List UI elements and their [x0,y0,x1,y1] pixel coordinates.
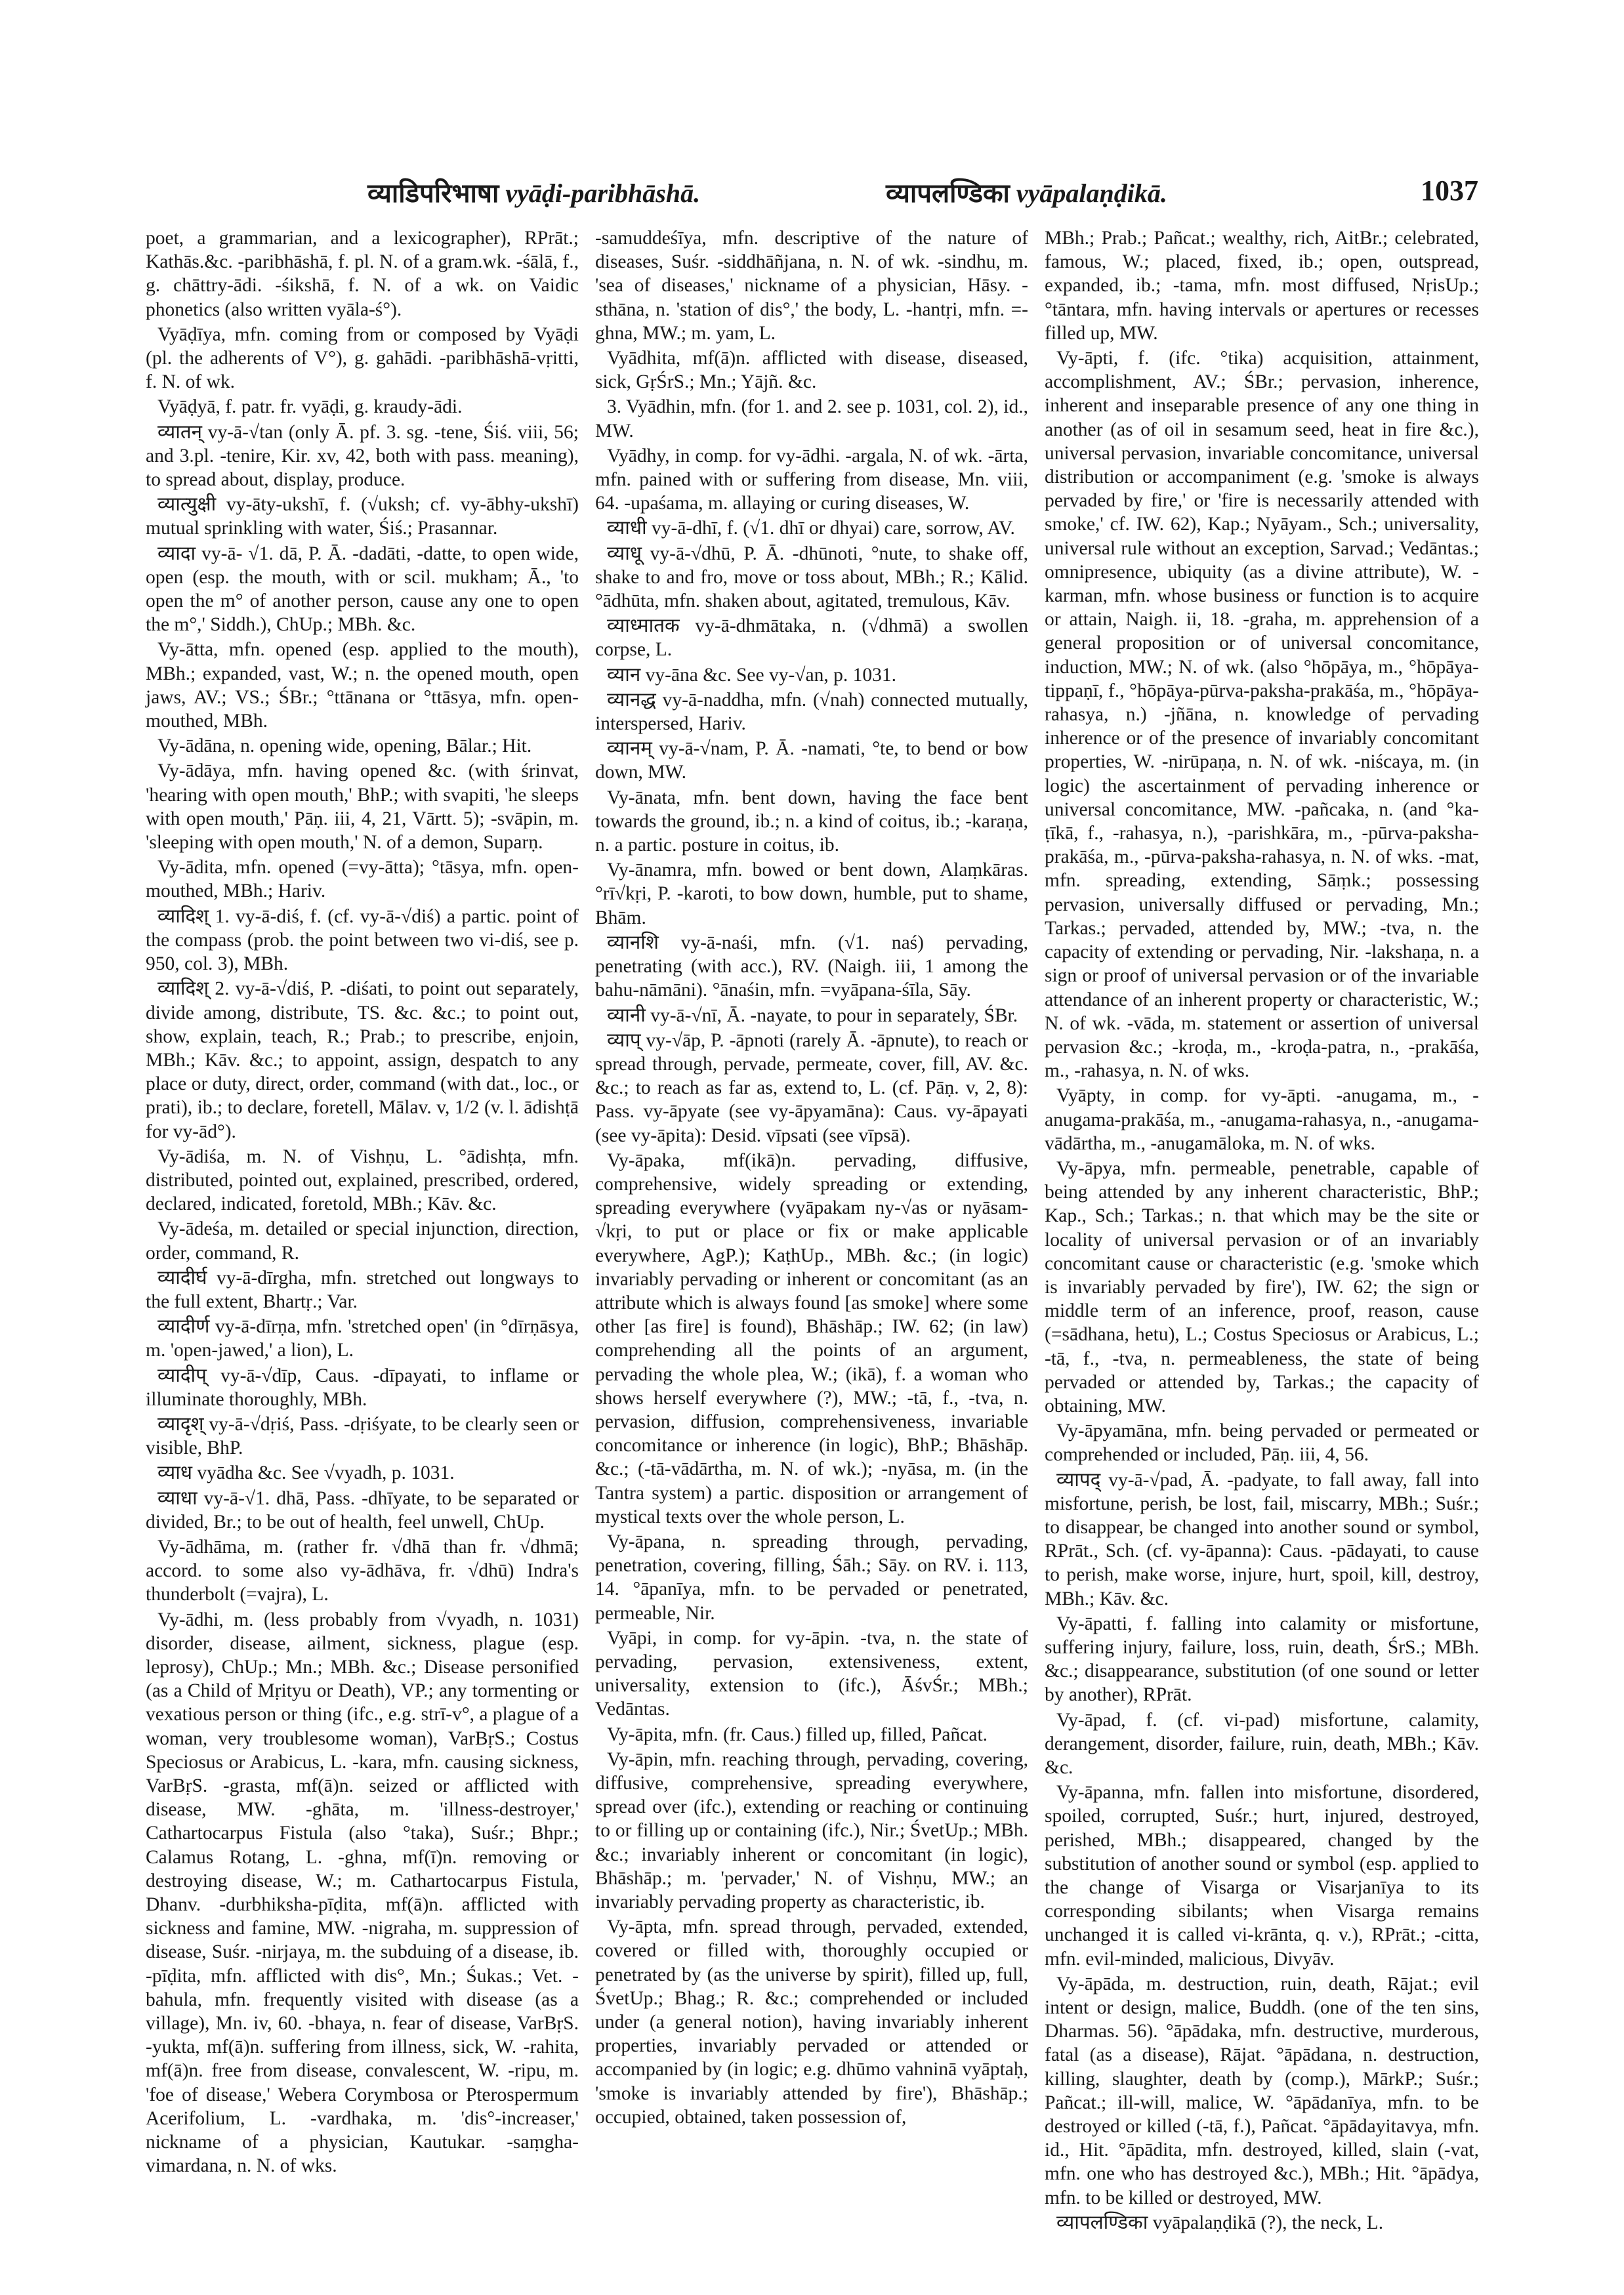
running-head-left [367,174,700,226]
column-2 [595,226,1028,2195]
dictionary-entry: व्याध vyādha &c. See √vyadh, p. 1031. [157,1462,455,1484]
dictionary-entry: Vy-ādhāma, m. (rather fr. √dhā than fr. √dhmā; accord. to some also vy-ādhāva, fr. √dhū) Indra's thunderbolt (=vajra), L. [146,1536,579,1605]
running-head-center-devanagari: व्यापलण्डिका [886,178,1010,208]
dictionary-entry: Vy-āpta, mfn. spread through, pervaded, extended, covered or filled with, thoroughly occupied or penetrated by (as the universe by spirit), filled up, full, ŚvetUp.; Bhag.; R. &c.; comprehended or included under (a general notion), having invariably inherent properties, invariably pervaded or attended or accompanied by (in logic; e.g. dhūmo vahninā vyāptaḥ, 'smoke is invariably attended by fire'), Bhāshāp.; occupied, obtained, taken possession of, [595,1916,1028,2128]
dictionary-entry: व्याधी vy-ā-dhī, f. (√1. dhī or dhyai) care, sorrow, AV. [607,518,1015,539]
dictionary-entry: Vy-āpanna, mfn. fallen into misfortune, disordered, spoiled, corrupted, Suśr.; hurt, injured, destroyed, perished, MBh.; disappeared, changed by the substitution of another sound or symbol (esp. applied to the change of Visarga or Visarjanīya to its corresponding sibilants; when Visarga remains unchanged it is called vi-krānta, q. v.), RPrāt.; -citta, mfn. evil-minded, malicious, Divyāv. [1045,1782,1479,1970]
dictionary-entry: Vy-ādāya, mfn. having opened &c. (with śrinvat, 'hearing with open mouth,' BhP.; with svapiti, 'he sleeps with open mouth,' Pāṇ. iii, 4, 21, Vārtt. 5); -svāpin, m. 'sleeping with open mouth,' N. of a demon, Suparṇ. [146,760,579,854]
dictionary-entry: व्यानद्ध vy-ā-naddha, mfn. (√nah) connected mutually, interspersed, Hariv. [595,689,1028,735]
dictionary-entry: व्यात्युक्षी vy-āty-ukshī, f. (√uksh; cf. vy-ābhy-ukshī) mutual sprinkling with water, Śiś.; Prasannar. [146,494,579,539]
dictionary-entry: Vy-āpaka, mf(ikā)n. pervading, diffusive, comprehensive, widely spreading or extending, spreading everywhere (vyāpakam ny-√as or nyāsam-√kṛi, to put or place or fix or make applicable everywhere, AgP.); KaṭhUp., MBh. &c.; (in logic) invariably pervading or inherent or concomitant (as an attribute which is always found [as smoke] where some other [as fire] is found), Bhāshāp.; IW. 62; (in law) comprehending all the points of an argument, pervading the whole plea, W.; (ikā), f. a woman who shows herself everywhere (?), MW.; -tā, f., -tva, n. pervasion, diffusion, comprehensiveness, invariable concomitance or inherence (in logic), BhP.; Bhāshāp. &c.; (-tā-vādārtha, m. N. of wk.); -nyāsa, m. (in the Tantra system) a partic. disposition or arrangement of mystical texts over the whole person, L. [595,1149,1028,1527]
dictionary-entry: व्यानी vy-ā-√nī, Ā. -nayate, to pour in separately, ŚBr. [607,1004,1018,1026]
dictionary-entry: व्यादीर्घ vy-ā-dīrgha, mfn. stretched out longways to the full extent, Bhartṛ.; Var. [146,1267,579,1312]
dictionary-entry: Vy-ānamra, mfn. bowed or bent down, Alaṃkāras. °rī√kṛi, P. -karoti, to bow down, humble, put to shame, Bhām. [595,859,1028,928]
dictionary-entry: व्यानशि vy-ā-naśi, mfn. (√1. naś) pervading, penetrating (with acc.), RV. (Naigh. iii, 1 among the bahu-nāmāni). °ānaśin, mfn. =vyāpana-śīla, Sāy. [595,932,1028,1001]
dictionary-entry: Vy-āpin, mfn. reaching through, pervading, covering, diffusive, comprehensive, spreading everywhere, spread over (ifc.), extending or reaching or continuing to or filling up or containing (ifc.), Nir.; ŚvetUp.; MBh. &c.; invariably inherent or concomitant (in logic), Bhāshāp.; m. 'pervader,' N. of Vishṇu, MW.; an invariably pervading property as characteristic, ib. [595,1748,1028,1913]
dictionary-entry: Vy-āpatti, f. falling into calamity or misfortune, suffering injury, failure, loss, ruin, death, ŚrS.; MBh. &c.; disappearance, substitution (of one sound or letter by another), RPrāt. [1045,1613,1479,1706]
dictionary-entry: Vy-ātta, mfn. opened (esp. applied to the mouth), MBh.; expanded, vast, W.; n. the opened mouth, open jaws, AV.; VS.; ŚBr.; °ttānana or °ttāsya, mfn. open-mouthed, MBh. [146,639,579,732]
column-3 [1045,226,1479,2233]
dictionary-entry: Vy-āpita, mfn. (fr. Caus.) filled up, filled, Pañcat. [607,1724,988,1745]
dictionary-entry: Vy-ādiśa, m. N. of Vishṇu, L. °ādishṭa, mfn. distributed, pointed out, explained, prescribed, ordered, declared, indicated, foretold, MBh.; Kāv. &c. [146,1146,579,1215]
dictionary-entry: Vy-āpyamāna, mfn. being pervaded or permeated or comprehended or included, Pāṇ. iii, 4, 56. [1045,1420,1479,1466]
dictionary-entry: 3. Vyādhin, mfn. (for 1. and 2. see p. 1031, col. 2), id., MW. [595,396,1028,442]
running-head-center-roman: vyāpalaṇḍikā. [1016,178,1167,208]
dictionary-entry: Vy-ādita, mfn. opened (=vy-ātta); °tāsya, mfn. open-mouthed, MBh.; Hariv. [146,857,579,902]
column-1 [146,226,579,2195]
dictionary-entry: व्याधा vy-ā-√1. dhā, Pass. -dhīyate, to be separated or divided, Br.; to be out of health, feel unwell, ChUp. [146,1487,579,1533]
running-head-center [886,174,1167,226]
dictionary-entry: व्यानम् vy-ā-√nam, P. Ā. -namati, °te, to bend or bow down, MW. [595,738,1028,783]
dictionary-entry: व्यादा vy-ā- √1. dā, P. Ā. -dadāti, -datte, to open wide, open (esp. the mouth, with or scil. mukham; Ā., 'to open the m° of another person, cause any one to open the m°,' Siddh.), ChUp.; MBh. &c. [146,543,579,636]
dictionary-entry: व्यादीर्ण vy-ā-dīrṇa, mfn. 'stretched open' (in °dīrṇāsya, m. 'open-jawed,' a lion), L. [146,1316,579,1361]
dictionary-entry: व्याध्मातक vy-ā-dhmātaka, n. (√dhmā) a swollen corpse, L. [595,615,1028,661]
dictionary-entry: Vy-ānata, mfn. bent down, having the face bent towards the ground, ib.; n. a kind of coitus, ib.; -karaṇa, n. a partic. posture in coitus, ib. [595,787,1028,856]
dictionary-entry: Vyāpty, in comp. for vy-āpti. -anugama, m., -anugama-prakāśa, m., -anugama-rahasya, n., -anugama-vādārtha, m., -anugamāloka, m. N. of wks. [1045,1085,1479,1154]
dictionary-entry: व्यापलण्डिका vyāpalaṇḍikā (?), the neck, L. [1056,2212,1384,2233]
dictionary-entry: व्यादीप् vy-ā-√dīp, Caus. -dīpayati, to inflame or illuminate thoroughly, MBh. [146,1365,579,1410]
dictionary-entry: Vyādhita, mf(ā)n. afflicted with disease, diseased, sick, GṛŚrS.; Mn.; Yājñ. &c. [595,348,1028,393]
dictionary-entry: poet, a grammarian, and a lexicographer), RPrāt.; Kathās.&c. -paribhāshā, f. pl. N. of a gram.wk. -śālā, f., g. chāttry-ādi. -śikshā, f. N. of a wk. on Vaidic phonetics (also written vyāla-ś°). [146,228,579,320]
dictionary-entry: व्यादृश् vy-ā-√dṛiś, Pass. -dṛiśyate, to be clearly seen or visible, BhP. [146,1413,579,1459]
dictionary-entry: Vyāḍīya, mfn. coming from or composed by Vyāḍi (pl. the adherents of V°), g. gahādi. -paribhāshā-vṛitti, f. N. of wk. [146,323,579,393]
dictionary-entry: Vyāpi, in comp. for vy-āpin. -tva, n. the state of pervading, pervasion, extensiveness, extent, universality, extension to (ifc.), ĀśvŚr.; MBh.; Vedāntas. [595,1627,1028,1720]
dictionary-entry: व्यादिश् 2. vy-ā-√diś, P. -diśati, to point out separately, divide among, distribute, TS. &c. &c.; to point out, show, explain, teach, R.; Prab.; to prescribe, enjoin, MBh.; Kāv. &c.; to appoint, assign, despatch to any place or duty, direct, order, command (with dat., loc., or prati), ib.; to declare, foretell, Mālav. v, 1/2 (v. l. ādishṭā for vy-ād°). [146,978,579,1142]
dictionary-entry: Vy-ādhi, m. (less probably from √vyadh, n. 1031) disorder, disease, ailment, sickness, plague (esp. leprosy), ChUp.; Mn.; MBh. &c.; Disease personified (as a Child of Mṛityu or Death), VP.; any tormenting or vexatious person or thing (ifc., e.g. strī-v°, a plague of a woman, very troublesome woman), VarBṛS.; Costus Speciosus or Arabicus, L. -kara, mfn. causing sickness, VarBṛS. -grasta, mf(ā)n. seized or afflicted with disease, MW. -ghāta, m. 'illness-destroyer,' Cathartocarpus Fistula (also °taka), Suśr.; Bhpr.; Calamus Rotang, L. -ghna, mf(ī)n. removing or destroying disease, W.; m. Cathartocarpus Fistula, Dhanv. -durbhiksha-pīḍita, mf(ā)n. afflicted with sickness and famine, MW. -nigraha, m. suppression of disease, Suśr. -nirjaya, m. the subduing of a disease, ib. -pīḍita, mfn. afflicted with dis°, Mn.; Śukas.; Vet. -bahula, mfn. frequently visited with disease (as a village), Mn. iv, 60. -bhaya, n. fear of disease, VarBṛS. -yukta, mf(ā)n. suffering from illness, sick, W. -rahita, mf(ā)n. free from disease, convalescent, W. -ripu, m. 'foe of disease,' Webera Corymbosa or Pterospermum Acerifolium, L. -vardhaka, m. 'dis°-increaser,' nickname of a physician, Kautukar. -saṃgha-vimardana, n. N. of wks. [146,1609,579,2177]
dictionary-entry: -samuddeśīya, mfn. descriptive of the nature of diseases, Suśr. -siddhāñjana, n. N. of wk. -sindhu, m. 'sea of diseases,' nickname of a physician, Hāsy. -sthāna, n. 'station of dis°,' the body, L. -hantṛi, mfn. =-ghna, MW.; m. yam, L. [595,228,1028,344]
dictionary-entry: व्यान vy-āna &c. See vy-√an, p. 1031. [607,664,896,686]
dictionary-entry: व्यादिश् 1. vy-ā-diś, f. (cf. vy-ā-√diś) a partic. point of the compass (prob. the point between two vi-diś, see p. 950, col. 3), MBh. [146,905,579,975]
dictionary-entry: Vy-āpad, f. (cf. vi-pad) misfortune, calamity, derangement, disorder, failure, ruin, death, MBh.; Kāv. &c. [1045,1709,1479,1778]
dictionary-entry: व्याधू vy-ā-√dhū, P. Ā. -dhūnoti, °nute, to shake off, shake to and fro, move or toss about, MBh.; R.; Kālid. °ādhūta, mfn. shaken about, agitated, tremulous, Kāv. [595,543,1028,612]
dictionary-entry: Vyādhy, in comp. for vy-ādhi. -argala, N. of wk. -ārta, mfn. pained with or suffering from disease, Mn. viii, 64. -upaśama, m. allaying or curing diseases, W. [595,445,1028,514]
dictionary-entry: MBh.; Prab.; Pañcat.; wealthy, rich, AitBr.; celebrated, famous, W.; placed, fixed, ib.; open, outspread, expanded, ib.; -tama, mfn. most diffused, NṛisUp.; °tāntara, mfn. having intervals or apertures or recesses filled up, MW. [1045,228,1479,344]
dictionary-entry: Vy-ādāna, n. opening wide, opening, Bālar.; Hit. [157,735,532,757]
dictionary-entry: Vy-āpti, f. (ifc. °tika) acquisition, attainment, accomplishment, AV.; ŚBr.; pervasion, inherence, inherent and inseparable presence of any one thing in another (as of oil in sesamum seed, heat in fire &c.), universal pervasion, invariable concomitance, universal distribution or accompaniment (e.g. 'smoke is always pervaded by fire,' or 'fire is necessarily attended with smoke,' cf. IW. 62), Kap.; Nyāyam., Sch.; universality, universal rule without an exception, Sarvad.; Vedāntas.; omnipresence, ubiquity (as a divine attribute), W. -karman, mfn. whose business or function is to acquire or attain, Naigh. ii, 18. -graha, m. apprehension of a general proposition or of universal concomitance, induction, MW.; N. of wk. (also °hōpāya, m., °hōpāya-tippaṇī, f., °hōpāya-pūrva-paksha-prakāśa, m., °hōpāya-rahasya, n.) -jñāna, n. knowledge of pervading inherence or of the presence of invariably concomitant properties, W. -nirūpaṇa, n. N. of wk. -niścaya, m. (in logic) the ascertainment of pervading inherence or universal concomitance, MW. -pañcaka, n. (and °ka-ṭīkā, f., -rahasya, n.), -parishkāra, m., -pūrva-paksha-prakāśa, m., -pūrva-paksha-rahasya, n. N. of wks. -mat, mfn. spreading, extending, Sāṃk.; possessing pervasion, universally diffused or pervading, Mn.; Tarkas.; pervaded, attended by, MW.; -tva, n. the capacity of extending or pervading, Nir. -lakshaṇa, n. a sign or proof of universal pervasion or of the invariable attendance of an inherent property or characteristic, W.; N. of wk. -vāda, m. statement or assertion of universal pervasion &c.; -kroḍa, m., -kroḍa-patra, n., -prakāśa, m., -rahasya, n. N. of wks. [1045,348,1479,1082]
dictionary-entry: व्यातन् vy-ā-√tan (only Ā. pf. 3. sg. -tene, Śiś. viii, 56; and 3.pl. -tenire, Kir. xv, 42, both with pass. meaning), to spread about, display, produce. [146,421,579,491]
dictionary-entry: Vy-āpya, mfn. permeable, penetrable, capable of being attended by any inherent characteristic, BhP.; Kap., Sch.; Tarkas.; n. that which may be the site or locality of universal pervasion or of an invariably concomitant cause or characteristic (e.g. 'smoke which is invariably pervaded by fire'), IW. 62; the sign or middle term of an inference, proof, reason, cause (=sādhana, hetu), L.; Costus Speciosus or Arabicus, L.; -tā, f., -tva, n. permeableness, the state of being pervaded or attended by, Tarkas.; the capacity of obtaining, MW. [1045,1157,1479,1416]
running-head-left-roman: vyāḍi-paribhāshā. [505,178,701,208]
dictionary-entry: Vy-āpana, n. spreading through, pervading, penetration, covering, filling, Śāh.; Sāy. on RV. i. 113, 14. °āpanīya, mfn. to be pervaded or penetrated, permeable, Nir. [595,1531,1028,1624]
dictionary-entry: व्याप् vy-√āp, P. -āpnoti (rarely Ā. -āpnute), to reach or spread through, pervade, permeate, cover, fill, AV. &c. &c.; to reach as far as, extend to, L. (cf. Pāṇ. v, 2, 8): Pass. vy-āpyate (see vy-āpyamāna): Caus. vy-āpayati (see vy-āpita): Desid. vīpsati (see vīpsā). [595,1029,1028,1146]
dictionary-entry: Vy-āpāda, m. destruction, ruin, death, Rājat.; evil intent or design, malice, Buddh. (one of the ten sins, Dharmas. 56). °āpādaka, mfn. destructive, murderous, fatal (as a disease), Rājat. °āpādana, n. destruction, killing, slaughter, death by (comp.), MārkP.; Suśr.; Pañcat.; ill-will, malice, W. °āpādanīya, mfn. to be destroyed or killed (-tā, f.), Pañcat. °āpādayitavya, mfn. id., Hit. °āpādita, mfn. destroyed, killed, slain (-vat, mfn. one who has destroyed &c.), MBh.; Hit. °āpādya, mfn. to be killed or destroyed, MW. [1045,1973,1479,2208]
dictionary-entry: Vyāḍyā, f. patr. fr. vyāḍi, g. kraudy-ādi. [157,396,463,418]
dictionary-entry: Vy-ādeśa, m. detailed or special injunction, direction, order, command, R. [146,1218,579,1264]
dictionary-entry: व्यापद् vy-ā-√pad, Ā. -padyate, to fall away, fall into misfortune, perish, be lost, fail, miscarry, MBh.; Suśr.; to disappear, be changed into another sound or symbol, RPrāt., Sch. (cf. vy-āpanna): Caus. -pādayati, to cause to perish, make worse, injure, hurt, spoil, kill, destroy, MBh.; Kāv. &c. [1045,1469,1479,1609]
running-head-left-devanagari: व्याडिपरिभाषा [367,178,499,208]
page-number: 1037 [1421,175,1478,207]
